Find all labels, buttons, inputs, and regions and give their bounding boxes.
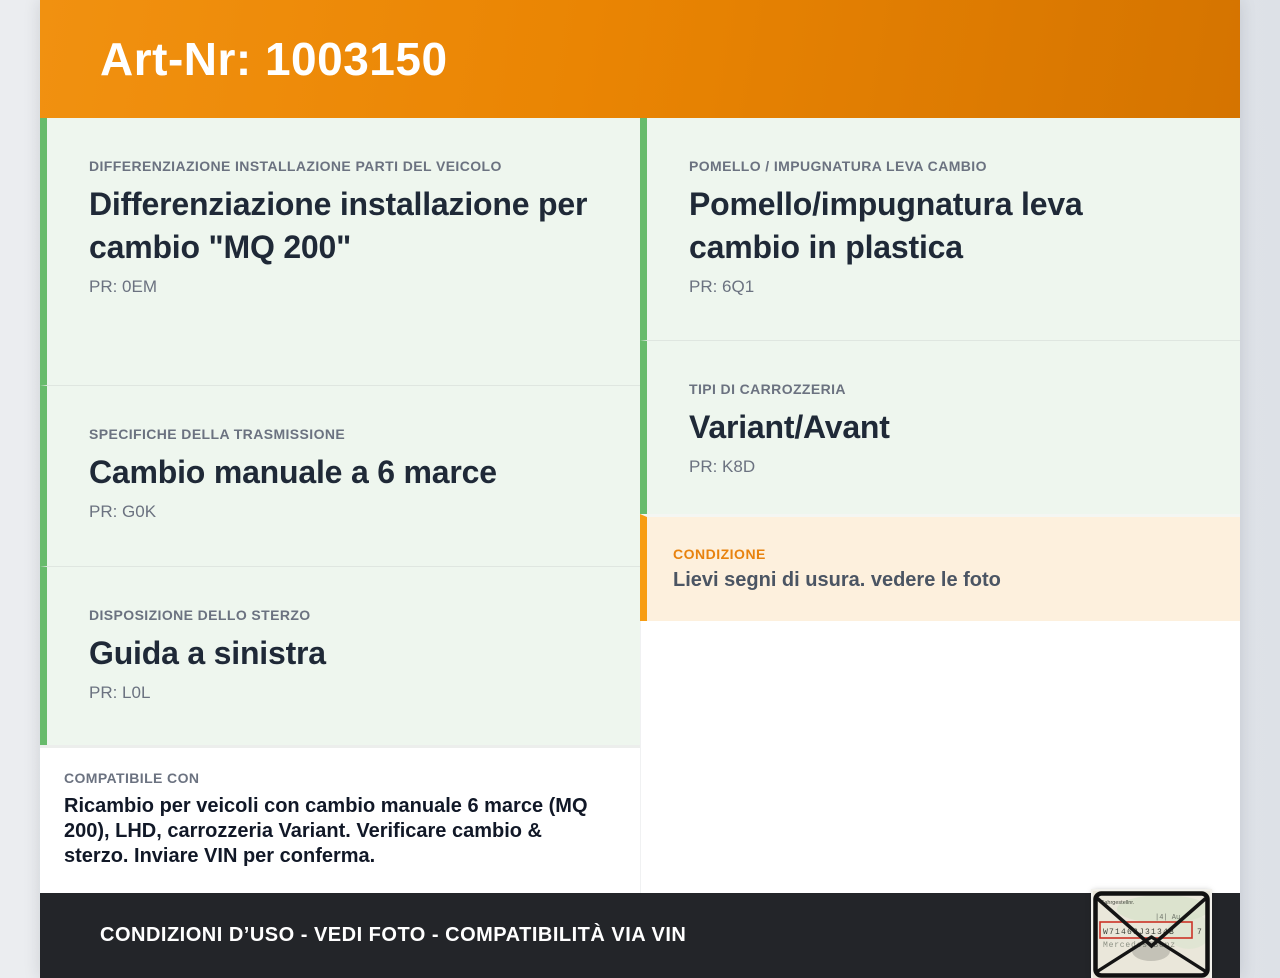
footer-notice-text: CONDIZIONI D’USO - VEDI FOTO - COMPATIBILITÀ VIA VIN xyxy=(100,924,687,946)
card-transmission-spec xyxy=(40,386,640,567)
document-line: |4| Au xyxy=(1155,914,1181,922)
card-body-type-label: TIPI DI CARROZZERIA xyxy=(689,381,846,397)
empty-area xyxy=(640,621,1240,893)
card-gear-knob-label: POMELLO / IMPUGNATURA LEVA CAMBIO xyxy=(689,158,987,174)
header-banner xyxy=(40,0,1240,118)
listing-content xyxy=(40,0,1240,978)
compatibility-text: Ricambio per veicoli con cambio manuale 6 marce (MQ 200), LHD, carrozzeria Variant. Verificare cambio & sterzo. Inviare VIN per conferma. xyxy=(64,795,588,867)
card-steering-title: Guida a sinistra xyxy=(89,635,326,671)
card-installation-differentiation xyxy=(40,118,640,386)
document-field-label: Fahrgestellnr. xyxy=(1101,900,1135,906)
card-transmission-label: SPECIFICHE DELLA TRASMISSIONE xyxy=(89,426,346,442)
vin-document-photo xyxy=(1093,891,1210,978)
card-compatibility xyxy=(40,745,640,893)
card-installation-pr-code: PR: 0EM xyxy=(89,277,158,296)
card-steering-label: DISPOSIZIONE DELLO STERZO xyxy=(89,607,311,623)
card-installation-title: Differenziazione installazione per cambio "MQ 200" xyxy=(89,186,588,265)
condition-label: CONDIZIONE xyxy=(673,546,766,562)
card-steering-pr-code: PR: L0L xyxy=(89,683,151,702)
card-body-type-pr-code: PR: K8D xyxy=(689,457,756,476)
spec-columns xyxy=(40,118,1240,893)
right-column xyxy=(640,118,1240,893)
vin-suffix: 7 xyxy=(1197,928,1202,937)
condition-text: Lievi segni di usura. vedere le foto xyxy=(673,569,1001,591)
card-installation-label: DIFFERENZIAZIONE INSTALLAZIONE PARTI DEL VEICOLO xyxy=(89,158,502,174)
card-transmission-title: Cambio manuale a 6 marce xyxy=(89,454,497,490)
brand-text: Mercedes-Benz xyxy=(1103,941,1176,950)
footer-banner xyxy=(40,893,1240,978)
card-body-type-title: Variant/Avant xyxy=(689,409,890,445)
envelope-over-document-icon xyxy=(1093,891,1210,978)
card-transmission-pr-code: PR: G0K xyxy=(89,502,157,521)
card-gear-knob-pr-code: PR: 6Q1 xyxy=(689,277,755,296)
card-body-type xyxy=(640,341,1240,514)
compatibility-label: COMPATIBILE CON xyxy=(64,770,200,786)
card-gear-knob-title: Pomello/impugnatura leva cambio in plastica xyxy=(689,186,1083,265)
card-steering-layout xyxy=(40,567,640,745)
article-number-title: Art-Nr: 1003150 xyxy=(100,33,448,85)
left-column xyxy=(40,118,640,893)
card-gear-knob xyxy=(640,118,1240,341)
card-condition xyxy=(640,514,1240,621)
vin-text: W71463J3134B xyxy=(1103,928,1176,937)
